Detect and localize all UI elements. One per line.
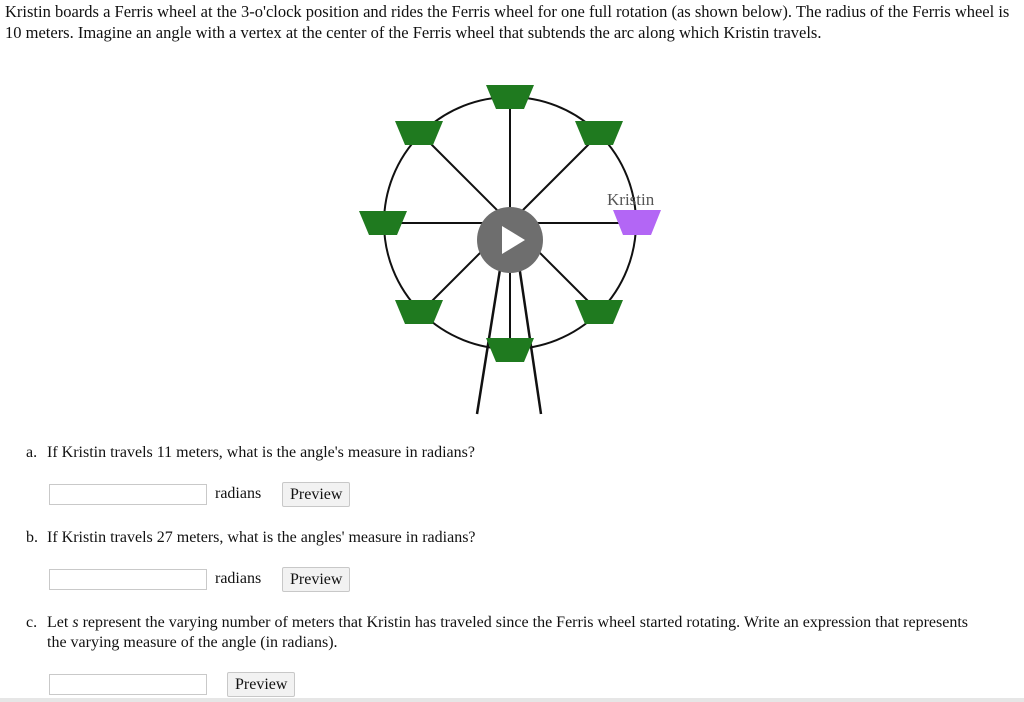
car-bottom xyxy=(486,338,534,362)
question-a-letter: a. xyxy=(26,444,38,461)
preview-b-button[interactable]: Preview xyxy=(282,567,350,592)
problem-statement: Kristin boards a Ferris wheel at the 3-o'clock position and rides the Ferris wheel for one full rotation (as shown below). The radius of the Ferris wheel is 10 meters. Imagine an angle with a vertex at the center of the Ferris wheel that subtends the arc along which Kristin travels. xyxy=(5,2,1010,42)
bottom-scrollbar[interactable] xyxy=(0,698,1024,702)
kristin-label: Kristin xyxy=(607,190,655,209)
question-b-letter: b. xyxy=(26,529,38,546)
car-top xyxy=(486,85,534,109)
answer-b-input[interactable] xyxy=(49,569,207,590)
car-lower-right xyxy=(575,300,623,324)
car-upper-left xyxy=(395,121,443,145)
question-b-text: If Kristin travels 27 meters, what is the angles' measure in radians? xyxy=(47,529,476,546)
preview-c-button[interactable]: Preview xyxy=(227,672,295,697)
ferris-wheel-diagram xyxy=(350,78,680,418)
car-lower-left xyxy=(395,300,443,324)
answer-c-input[interactable] xyxy=(49,674,207,695)
kristin-car xyxy=(613,210,661,235)
answer-a-input[interactable] xyxy=(49,484,207,505)
car-left xyxy=(359,211,407,235)
question-a-text: If Kristin travels 11 meters, what is the angle's measure in radians? xyxy=(47,444,475,461)
play-button[interactable] xyxy=(477,207,543,273)
question-c-text: Let s represent the varying number of meters that Kristin has traveled since the Ferris wheel started rotating. Write an expression that represents the varying measure of the angle (in radians). xyxy=(47,614,968,651)
car-upper-right xyxy=(575,121,623,145)
answer-b-unit: radians xyxy=(215,570,262,587)
variable-s: s xyxy=(72,614,79,631)
question-c-letter: c. xyxy=(26,614,38,631)
question-c xyxy=(26,613,991,657)
question-a xyxy=(26,443,986,465)
preview-a-button[interactable]: Preview xyxy=(282,482,350,507)
question-b xyxy=(26,528,986,550)
answer-a-unit: radians xyxy=(215,485,262,502)
